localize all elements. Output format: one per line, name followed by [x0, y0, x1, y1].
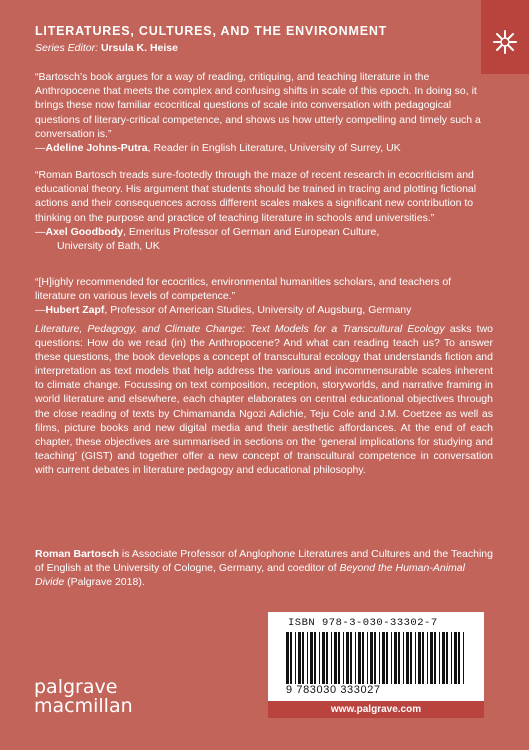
barcode-bar: [298, 632, 301, 684]
barcode-bar: [319, 632, 320, 684]
barcode-bar: [406, 632, 409, 684]
series-editor: [35, 42, 178, 54]
logo-line-2: macmillan: [34, 695, 133, 717]
barcode-bar: [350, 632, 352, 684]
barcode-bar: [442, 632, 445, 684]
series-title: LITERATURES, CULTURES, AND THE ENVIRONMENT: [35, 24, 388, 38]
bio-tail: (Palgrave 2018).: [64, 576, 145, 589]
bio-text: is Associate Professor of Anglophone Literatures and Cultures and the Teaching of English at the University of Cologne, Germany, and coeditor of: [35, 548, 493, 575]
barcode-bar: [367, 632, 368, 684]
endorsement-text: “Bartosch’s book argues for a way of reading, critiquing, and teaching literature in the Anthropocene that meets the complex and confusing shifts in scale of this epoch. In doing so, it brings these now familiar ecocritical questions of scale into conversation with pedagogical questions of literary-critical competence, and shows us how utterly compelling and timely such a conversation is.”: [35, 71, 481, 140]
endorser-affiliation: , Emeritus Professor of German and European Culture,: [123, 225, 380, 238]
book-description: [35, 322, 493, 477]
endorser-affiliation: , Professor of American Studies, University of Augsburg, Germany: [104, 304, 412, 317]
barcode-bar: [338, 632, 340, 684]
dash: —: [35, 304, 46, 317]
barcode-bar: [358, 632, 361, 684]
barcode-bar: [446, 632, 448, 684]
endorsement-2: [35, 168, 491, 253]
endorser-name: Hubert Zapf: [45, 304, 105, 317]
endorsement-text: “[H]ighly recommended for ecocritics, environmental humanities scholars, and teachers of literature on various levels of competence.”: [35, 276, 452, 303]
related-book-title: Beyond the Human-Animal Divide: [35, 562, 465, 589]
barcode-bar: [382, 632, 385, 684]
barcode-bar: [355, 632, 356, 684]
barcode-bar: [422, 632, 424, 684]
endorsement-attribution: [35, 141, 491, 155]
description-body: asks two questions: How do we read (in) the Anthropocene? And what can reading teach us? To answer these questions, the book develops a concept of transcultural ecology that understands fiction and interpretation as text models that help address the various and incommensurable scales inherent to climate change. Focussing on text composition, reception, storyworlds, and narrative framing in world literature and elsewhere, each chapter elaborates on central educational objectives through the close reading of texts by Chimamanda Ngozi Adichie, Teju Cole and J.M. Coetzee as well as films, picture books and new digital media and their aesthetic affordances. At the end of each chapter, these objectives are summarised in sections on the ‘general implications for studying and teaching’ (GIST) and together offer a new concept of transcultural competence in conversation with current debates in literature pedagogy and educational philosophy.: [35, 323, 493, 476]
series-editor-name: Ursula K. Heise: [100, 42, 178, 54]
barcode-bar: [427, 632, 428, 684]
endorser-affiliation: , Reader in English Literature, University of Surrey, UK: [147, 142, 401, 155]
barcode-bar: [370, 632, 373, 684]
barcode-bar: [451, 632, 452, 684]
dash: —: [35, 142, 46, 155]
barcode-bar: [343, 632, 344, 684]
publisher-url[interactable]: www.palgrave.com: [268, 701, 484, 718]
barcode-bar: [434, 632, 436, 684]
barcode-bar: [439, 632, 440, 684]
barcode-bar: [374, 632, 376, 684]
barcode-bar: [331, 632, 332, 684]
barcode-bar: [386, 632, 388, 684]
book-title: Literature, Pedagogy, and Climate Change: Text Models for a Transcultural Ecology: [35, 323, 445, 335]
barcode-bar: [322, 632, 325, 684]
barcode-bar: [418, 632, 421, 684]
barcode-bar: [286, 632, 289, 684]
palgrave-star-icon: [491, 28, 519, 56]
barcode-bar: [430, 632, 433, 684]
barcode-bar: [302, 632, 304, 684]
barcode-bar: [310, 632, 313, 684]
barcode: [286, 632, 466, 684]
endorsement-attribution: [35, 225, 491, 239]
barcode-bar: [346, 632, 349, 684]
barcode-bar: [454, 632, 457, 684]
barcode-bar: [314, 632, 316, 684]
barcode-bar: [410, 632, 412, 684]
barcode-bar: [362, 632, 364, 684]
series-editor-label: Series Editor:: [35, 42, 99, 54]
barcode-bar: [290, 632, 292, 684]
barcode-bar: [391, 632, 392, 684]
barcode-bar: [394, 632, 397, 684]
endorser-name: Adeline Johns-Putra: [45, 142, 148, 155]
endorsement-3: [35, 275, 491, 318]
barcode-bar: [403, 632, 404, 684]
isbn-label: ISBN 978-3-030-33302-7: [288, 617, 438, 629]
barcode-bar: [398, 632, 400, 684]
barcode-bar: [295, 632, 296, 684]
endorsement-1: [35, 70, 491, 155]
barcode-bar: [326, 632, 328, 684]
barcode-bar: [415, 632, 416, 684]
author-name: Roman Bartosch: [35, 548, 120, 560]
endorsement-text: “Roman Bartosch treads sure-footedly through the maze of recent research in ecocriticism and educational theory. His argument that students should be trained in tracing and plotting fictional actions and their consequences across different scales makes a significant new contribution to thinking on the purpose and practice of teaching literature in schools and universities.”: [35, 169, 477, 224]
barcode-digits: 9 783030 333027: [286, 684, 381, 696]
endorser-name: Axel Goodbody: [45, 225, 124, 238]
barcode-bar: [463, 632, 464, 684]
palgrave-corner-tab: [481, 0, 529, 74]
endorser-affiliation-cont: University of Bath, UK: [57, 240, 160, 253]
endorsement-attribution: [35, 303, 491, 317]
barcode-bar: [458, 632, 460, 684]
barcode-bar: [307, 632, 308, 684]
logo-line-1: palgrave: [34, 676, 118, 698]
dash: —: [35, 225, 46, 238]
author-bio: [35, 547, 493, 589]
palgrave-macmillan-logo: [34, 678, 133, 716]
barcode-bar: [334, 632, 337, 684]
barcode-bar: [379, 632, 380, 684]
